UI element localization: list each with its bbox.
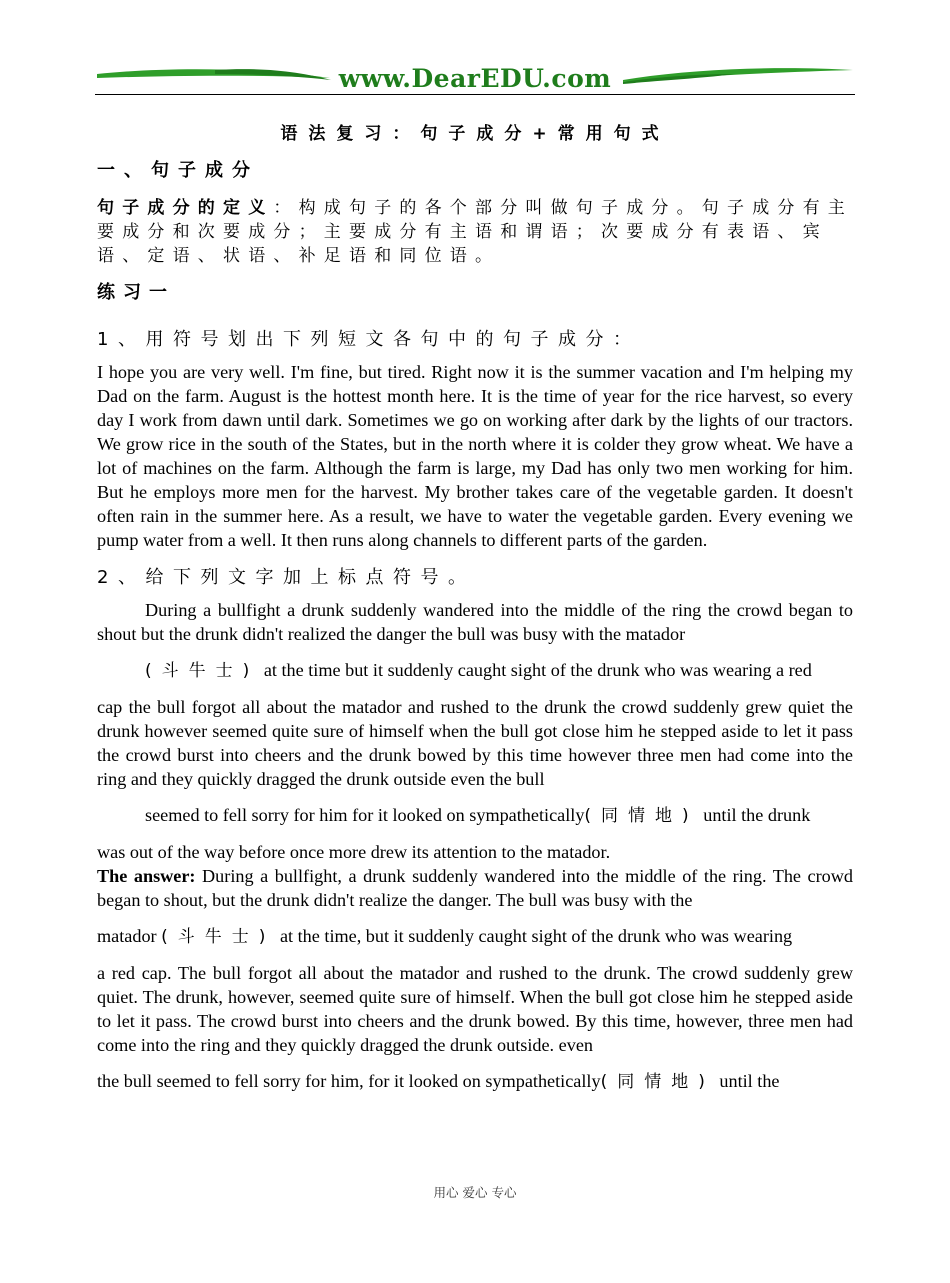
definition-text: ：构成句子的各个部分叫做句子成分。句子成分有主要成分和次要成分；主要成分有主语和谓语；次要成分有表语、宾语、定语、状语、补足语和同位语。 bbox=[97, 198, 854, 266]
q2-passage-sympathetically-line: seemed to fell sorry for him for it looked on sympathetically bbox=[145, 805, 585, 825]
answer-gloss-sympathetically: (同情地) bbox=[600, 1072, 715, 1092]
gloss-matador: (斗牛士) bbox=[145, 661, 260, 681]
answer-label: The answer: bbox=[97, 866, 196, 886]
question-2-prompt: 2、给下列文字加上标点符号。 bbox=[97, 567, 476, 588]
page-footer: 用心 爱心 专心 bbox=[433, 1185, 517, 1200]
answer-part2-start: at the time, but it suddenly caught sight of the drunk who was wearing bbox=[275, 926, 793, 946]
answer-sympathetically-line: the bull seemed to fell sorry for him, for it looked on sympathetically bbox=[97, 1071, 601, 1091]
header-divider bbox=[95, 94, 855, 95]
document-title: 语法复习：句子成分+常用句式 bbox=[280, 124, 670, 144]
document-body bbox=[97, 122, 853, 1118]
question-1-passage: I hope you are very well. I'm fine, but tired. Right now it is the summer vacation and I'm helping my Dad on the farm. August is the hottest month here. It is the time of year for the rice harvest, so every day I work from dawn until dark. Sometimes we go on working after dark by the lights of our tractors. We grow rice in the south of the States, but in the north where it is colder they grow wheat. We have a lot of machines on the farm. Although the farm is large, my Dad has only two men working for him. But he employs more men for the harvest. My brother takes care of the vegetable garden. It doesn't often rain in the summer here. As a result, we have to water the vegetable garden. Every evening we pump water from a well. It then runs along channels to different parts of the garden. bbox=[97, 362, 853, 550]
q2-passage-part1: During a bullfight a drunk suddenly wandered into the middle of the ring the crowd began to shout but the drunk didn't realized the danger the bull was busy with the matador bbox=[97, 600, 853, 644]
answer-paragraph bbox=[97, 864, 853, 1106]
answer-part2: a red cap. The bull forgot all about the matador and rushed to the drunk. The crowd suddenly grew quiet. The drunk, however, seemed quite sure of himself. When the bull got close him he stepped aside to let it pass. The crowd burst into cheers and the drunk bowed. By this time, however, three men had come into the ring and they quickly dragged the drunk outside. even bbox=[97, 963, 853, 1055]
q2-passage-part3: was out of the way before once more drew its attention to the matador. bbox=[97, 842, 611, 862]
q2-passage-part2: cap the bull forgot all about the matador and rushed to the drunk the crowd suddenly grew quiet the drunk however seemed quite sure of himself when the bull got close him he stepped aside to let it pass the crowd burst into cheers and the drunk bowed by this time however three men had come into the ring and they quickly dragged the drunk outside even the bull bbox=[97, 697, 853, 789]
q2-passage-part2-start: at the time but it suddenly caught sight of the drunk who was wearing a red bbox=[259, 660, 812, 680]
question-2-passage bbox=[97, 598, 853, 864]
definition-paragraph bbox=[97, 196, 869, 268]
answer-part3: until the bbox=[714, 1071, 780, 1091]
answer-matador-line: matador bbox=[97, 926, 162, 946]
answer-part1: During a bullfight, a drunk suddenly wandered into the middle of the ring. The crowd began to shout, but the drunk didn't realize the danger. The bull was busy with the bbox=[97, 866, 853, 910]
exercise-heading: 练习一 bbox=[97, 282, 175, 303]
q2-passage-part3-start: until the drunk bbox=[698, 805, 811, 825]
question-1-prompt: 1、用符号划出下列短文各句中的句子成分： bbox=[97, 329, 641, 350]
site-name-logo[interactable]: www.DearEDU.com bbox=[338, 64, 612, 93]
section-heading-sentence-components: 一、句子成分 bbox=[97, 160, 259, 181]
site-header-banner bbox=[95, 62, 855, 96]
answer-gloss-matador: (斗牛士) bbox=[161, 927, 276, 947]
gloss-sympathetically: (同情地) bbox=[584, 806, 699, 826]
definition-term: 句子成分的定义 bbox=[97, 198, 274, 218]
